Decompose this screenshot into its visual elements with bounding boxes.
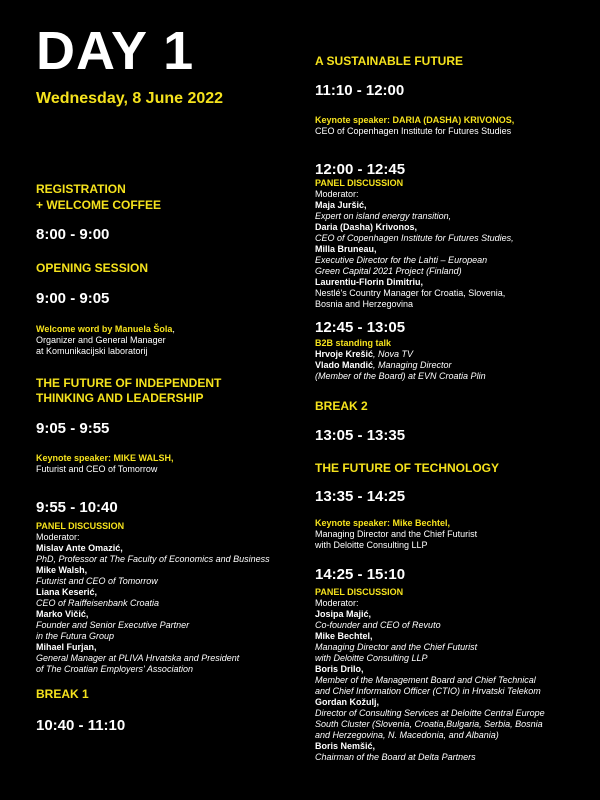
keynote-speaker-walsh: Keynote speaker: MIKE WALSH, bbox=[36, 453, 174, 463]
panel2-line-role: CEO of Copenhagen Institute for Futures Studies, bbox=[315, 233, 514, 243]
technology-keynote bbox=[315, 518, 585, 551]
panel3-block bbox=[315, 587, 595, 763]
panel1-line-role: of The Croatian Employers' Association bbox=[36, 664, 193, 674]
b2b-speaker2-role-line2: (Member of the Board) at EVN Croatia Plin bbox=[315, 371, 486, 381]
panel1-line-name: Mislav Ante Omazić, bbox=[36, 543, 123, 553]
panel3-line-name: Mike Bechtel, bbox=[315, 631, 373, 641]
opening-welcome bbox=[36, 324, 298, 357]
sustainable-title: A SUSTAINABLE FUTURE bbox=[315, 54, 463, 68]
b2b-label: B2B standing talk bbox=[315, 338, 392, 348]
panel2-line-name: Laurentiu-Florin Dimitriu, bbox=[315, 277, 423, 287]
panel1-line-name: Liana Keserić, bbox=[36, 587, 98, 597]
panel3-line-role: Member of the Management Board and Chief Technical bbox=[315, 675, 536, 685]
panel2-line-role: Executive Director for the Lahti – European bbox=[315, 255, 488, 265]
panel2-line-role: Nestlé's Country Manager for Croatia, Slovenia, bbox=[315, 288, 506, 298]
keynote-role-krivonos: CEO of Copenhagen Institute for Futures Studies bbox=[315, 126, 512, 136]
panel1-participants bbox=[36, 543, 298, 675]
panel3-line-role: Managing Director and the Chief Futurist bbox=[315, 642, 478, 652]
keynote-role-bechtel-line2: with Deloitte Consulting LLP bbox=[315, 540, 428, 550]
panel1-line-name: Mihael Furjan, bbox=[36, 642, 97, 652]
panel3-line-role: and Herzegovina, N. Macedonia, and Albania) bbox=[315, 730, 499, 740]
panel2-participants bbox=[315, 200, 585, 310]
b2b-speaker2-role: , Managing Director bbox=[373, 360, 452, 370]
panel3-line-role: South Cluster (Slovenia, Croatia,Bulgaria, Serbia, Bosnia bbox=[315, 719, 543, 729]
future-thinking-title-line1: THE FUTURE OF INDEPENDENT bbox=[36, 376, 222, 390]
welcome-role-line1: Organizer and General Manager bbox=[36, 335, 166, 345]
panel3-line-role: with Deloitte Consulting LLP bbox=[315, 653, 428, 663]
b2b-time: 12:45 - 13:05 bbox=[315, 319, 406, 336]
break1-title: BREAK 1 bbox=[36, 687, 89, 701]
b2b-speaker1-role: , Nova TV bbox=[373, 349, 414, 359]
b2b-block bbox=[315, 338, 585, 382]
panel2-label: PANEL DISCUSSION bbox=[315, 178, 404, 188]
panel1-line-role: General Manager at PLIVA Hrvatska and President bbox=[36, 653, 240, 663]
panel1-label: PANEL DISCUSSION bbox=[36, 521, 125, 531]
technology-title: THE FUTURE OF TECHNOLOGY bbox=[315, 461, 499, 475]
panel3-participants bbox=[315, 609, 595, 763]
panel2-line-name: Milla Bruneau, bbox=[315, 244, 377, 254]
registration-title-line1: REGISTRATION bbox=[36, 182, 126, 196]
break2-title: BREAK 2 bbox=[315, 399, 368, 413]
panel1-line-name: Mike Walsh, bbox=[36, 565, 88, 575]
technology-time: 13:35 - 14:25 bbox=[315, 488, 406, 505]
panel2-line-name: Maja Juršić, bbox=[315, 200, 367, 210]
registration-time: 8:00 - 9:00 bbox=[36, 226, 110, 243]
panel1-time: 9:55 - 10:40 bbox=[36, 499, 118, 516]
welcome-comma: , bbox=[172, 324, 175, 334]
keynote-role-bechtel-line1: Managing Director and the Chief Futurist bbox=[315, 529, 478, 539]
b2b-speaker2-name: Vlado Mandić bbox=[315, 360, 374, 370]
break1-time: 10:40 - 11:10 bbox=[36, 717, 126, 734]
b2b-speaker1-name: Hrvoje Krešić bbox=[315, 349, 374, 359]
panel3-line-role: and Chief Information Officer (CTIO) in Hrvatski Telekom bbox=[315, 686, 541, 696]
panel2-line-role: Green Capital 2021 Project (Finland) bbox=[315, 266, 462, 276]
sustainable-time: 11:10 - 12:00 bbox=[315, 82, 405, 99]
panel2-block bbox=[315, 178, 585, 310]
panel2-line-role: Expert on island energy transition, bbox=[315, 211, 452, 221]
break2-time: 13:05 - 13:35 bbox=[315, 427, 406, 444]
panel1-line-role: in the Futura Group bbox=[36, 631, 115, 641]
welcome-speaker: Welcome word by Manuela Šola bbox=[36, 324, 173, 334]
opening-session-time: 9:00 - 9:05 bbox=[36, 290, 110, 307]
panel2-line-role: Bosnia and Herzegovina bbox=[315, 299, 414, 309]
opening-session-title: OPENING SESSION bbox=[36, 261, 149, 275]
registration-title-line2: + WELCOME COFFEE bbox=[36, 198, 162, 212]
event-date: Wednesday, 8 June 2022 bbox=[36, 90, 224, 107]
panel3-time: 14:25 - 15:10 bbox=[315, 566, 406, 583]
panel2-time: 12:00 - 12:45 bbox=[315, 161, 406, 178]
panel3-moderator: Moderator: bbox=[315, 598, 359, 608]
panel2-moderator: Moderator: bbox=[315, 189, 359, 199]
future-thinking-time: 9:05 - 9:55 bbox=[36, 420, 110, 437]
panel1-line-role: Futurist and CEO of Tomorrow bbox=[36, 576, 158, 586]
panel3-line-role: Director of Consulting Services at Deloitte Central Europe bbox=[315, 708, 545, 718]
panel3-line-name: Boris Drilo, bbox=[315, 664, 364, 674]
panel1-moderator: Moderator: bbox=[36, 532, 80, 542]
future-thinking-title-line2: THINKING AND LEADERSHIP bbox=[36, 391, 204, 405]
panel3-line-role: Chairman of the Board at Delta Partners bbox=[315, 752, 476, 762]
panel2-line-name: Daria (Dasha) Krivonos, bbox=[315, 222, 418, 232]
keynote-role-walsh: Futurist and CEO of Tomorrow bbox=[36, 464, 158, 474]
panel3-line-name: Boris Nemšić, bbox=[315, 741, 376, 751]
keynote-speaker-bechtel: Keynote speaker: Mike Bechtel, bbox=[315, 518, 451, 528]
panel1-block bbox=[36, 521, 298, 675]
sustainable-keynote bbox=[315, 115, 585, 137]
keynote-speaker-krivonos: Keynote speaker: DARIA (DASHA) KRIVONOS, bbox=[315, 115, 515, 125]
panel3-label: PANEL DISCUSSION bbox=[315, 587, 404, 597]
panel3-line-name: Gordan Kožulj, bbox=[315, 697, 379, 707]
panel3-line-name: Josipa Majić, bbox=[315, 609, 372, 619]
panel1-line-role: PhD, Professor at The Faculty of Economics and Business bbox=[36, 554, 270, 564]
welcome-role-line2: at Komunikacijski laboratorij bbox=[36, 346, 148, 356]
panel3-line-role: Co-founder and CEO of Revuto bbox=[315, 620, 441, 630]
panel1-line-role: CEO of Raiffeisenbank Croatia bbox=[36, 598, 160, 608]
day-title: DAY 1 bbox=[36, 21, 195, 81]
future-thinking-keynote bbox=[36, 453, 298, 475]
panel1-line-role: Founder and Senior Executive Partner bbox=[36, 620, 190, 630]
panel1-line-name: Marko Vičić, bbox=[36, 609, 89, 619]
